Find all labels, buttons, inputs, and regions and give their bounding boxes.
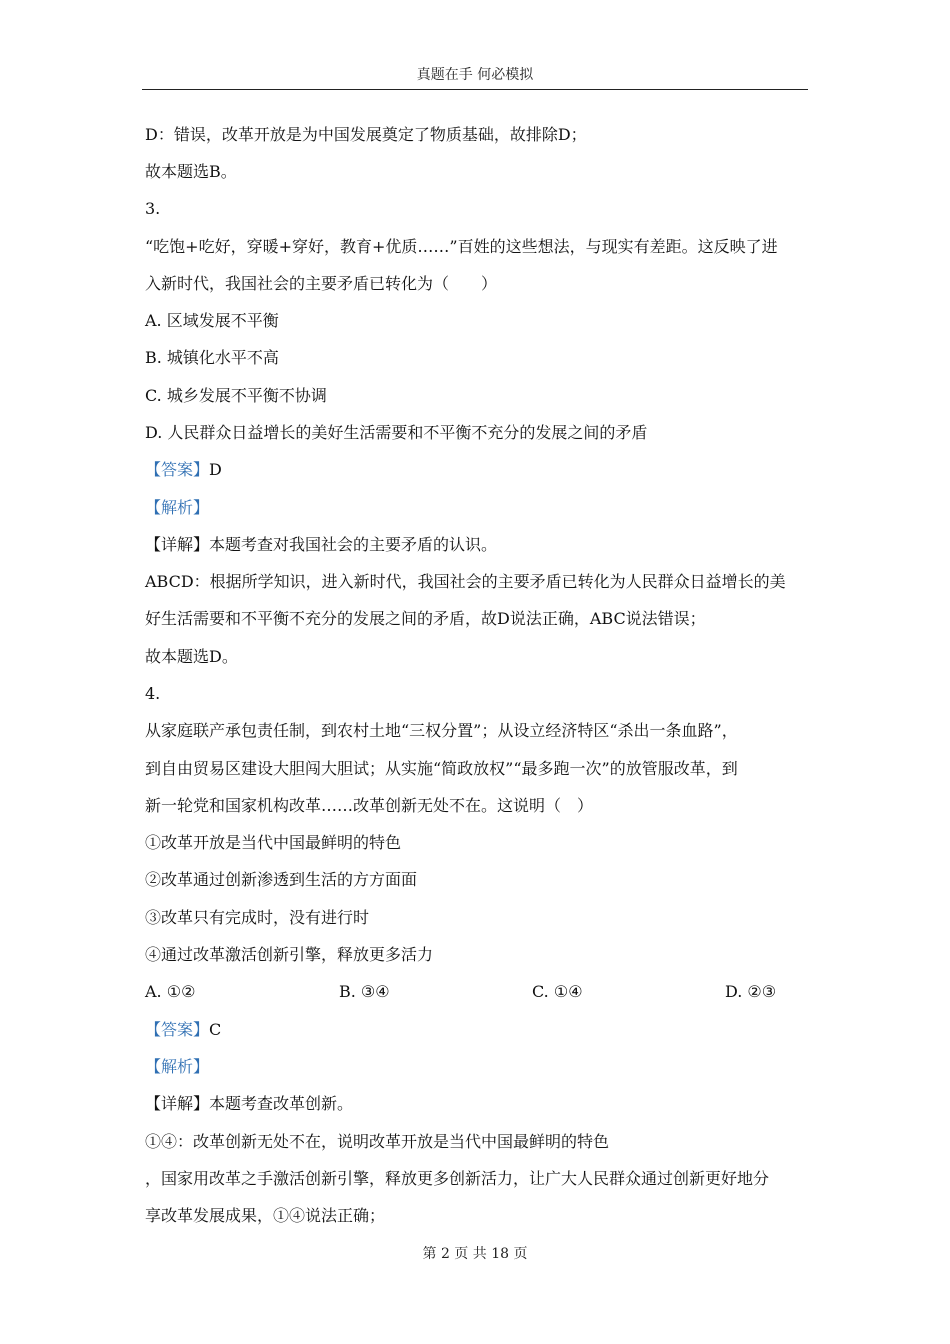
answer-tag: 【答案】 — [145, 1020, 210, 1039]
question-stem: 入新时代，我国社会的主要矛盾已转化为（ ） — [145, 274, 498, 293]
detail-tag: 【详解】 — [145, 1094, 210, 1113]
explanation-line: ，国家用改革之手激活创新引擎，释放更多创新活力，让广大人民群众通过创新更好地分 — [145, 1169, 770, 1188]
explanation-line: 享改革发展成果，①④说法正确； — [145, 1206, 386, 1225]
header-divider — [142, 89, 808, 90]
explanation-line: ①④：改革创新无处不在，说明改革开放是当代中国最鲜明的特色 — [145, 1132, 610, 1151]
answer-value: C — [209, 1020, 222, 1039]
analysis-tag: 【解析】 — [145, 498, 210, 517]
statement-item: ①改革开放是当代中国最鲜明的特色 — [145, 833, 402, 852]
statement-item: ④通过改革激活创新引擎，释放更多活力 — [145, 945, 434, 964]
explanation-line: ABCD：根据所学知识，进入新时代，我国社会的主要矛盾已转化为人民群众日益增长的美 — [145, 572, 786, 591]
detail-tag: 【详解】 — [145, 535, 210, 554]
option-b: B. 城镇化水平不高 — [145, 348, 279, 367]
analysis-tag: 【解析】 — [145, 1057, 210, 1076]
option-d: D. 人民群众日益增长的美好生活需要和不平衡不充分的发展之间的矛盾 — [145, 423, 648, 442]
option-c: C. 城乡发展不平衡不协调 — [145, 386, 327, 405]
answer-line — [145, 1019, 221, 1041]
question-number: 4. — [145, 684, 161, 703]
question-stem: 新一轮党和国家机构改革……改革创新无处不在。这说明（ ） — [145, 796, 594, 815]
option-a: A. 区域发展不平衡 — [145, 311, 279, 330]
option-b: B. ③④ — [339, 982, 390, 1001]
question-number: 3. — [145, 199, 161, 218]
statement-item: ②改革通过创新渗透到生活的方方面面 — [145, 870, 418, 889]
detail-text: 本题考查改革创新。 — [209, 1094, 354, 1113]
detail-line — [145, 534, 497, 556]
statement-item: ③改革只有完成时，没有进行时 — [145, 908, 370, 927]
detail-text: 本题考查对我国社会的主要矛盾的认识。 — [209, 535, 498, 554]
text-line: 故本题选B。 — [145, 162, 237, 181]
option-c: C. ①④ — [532, 982, 583, 1001]
option-a: A. ①② — [145, 982, 196, 1001]
answer-line — [145, 459, 222, 481]
question-stem: “吃饱+吃好，穿暖+穿好，教育+优质……”百姓的这些想法，与现实有差距。这反映了进 — [145, 237, 778, 256]
explanation-line: 好生活需要和不平衡不充分的发展之间的矛盾，故D说法正确，ABC说法错误； — [145, 609, 706, 628]
page-header: 真题在手 何必模拟 — [416, 67, 534, 83]
answer-value: D — [209, 460, 222, 479]
answer-tag: 【答案】 — [145, 460, 210, 479]
question-stem: 到自由贸易区建设大胆闯大胆试；从实施“简政放权”“最多跑一次”的放管服改革，到 — [145, 759, 738, 778]
explanation-line: 故本题选D。 — [145, 647, 238, 666]
option-d: D. ②③ — [725, 982, 777, 1001]
page-number: 第 2 页 共 18 页 — [422, 1246, 528, 1262]
detail-line — [145, 1093, 353, 1115]
question-stem: 从家庭联产承包责任制，到农村土地“三权分置”；从设立经济特区“杀出一条血路”， — [145, 721, 738, 740]
text-line: D：错误，改革开放是为中国发展奠定了物质基础，故排除D； — [145, 125, 587, 144]
